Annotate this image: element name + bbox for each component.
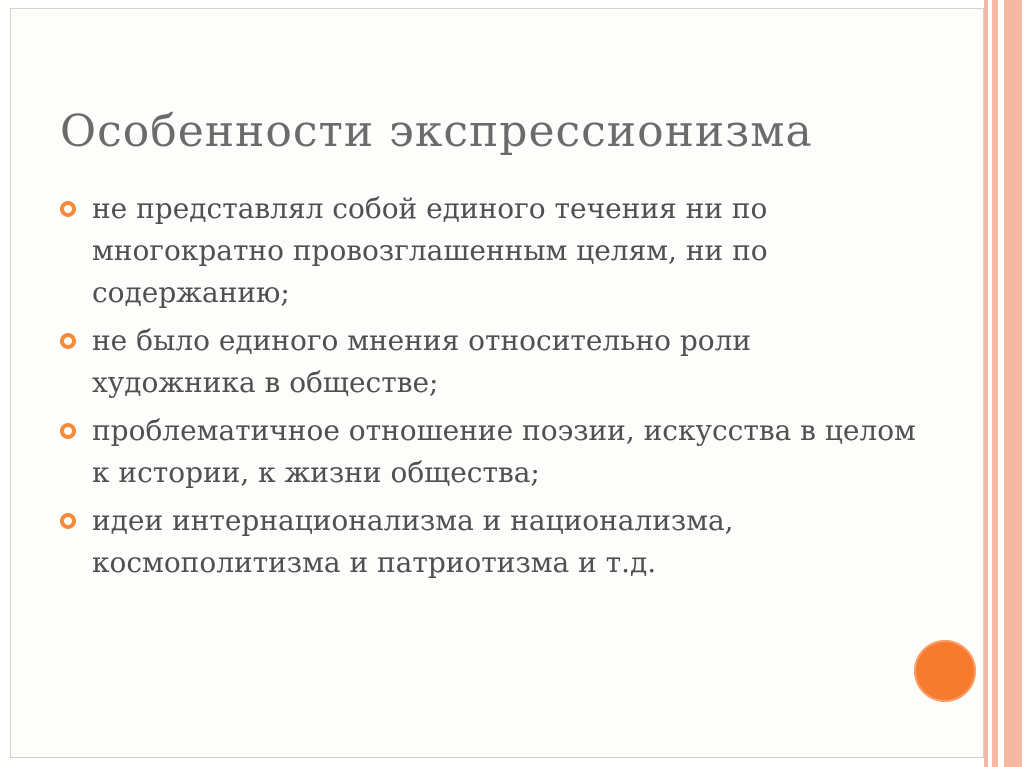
- ring-bullet-icon: [60, 333, 76, 349]
- bullet-text: не было единого мнения относительно роли художника в обществе;: [92, 324, 752, 399]
- bullet-item: [60, 410, 920, 494]
- stripe-thin: [984, 0, 988, 767]
- stripe-wide: [1004, 0, 1022, 767]
- decorative-stripes: [984, 0, 1024, 767]
- bullet-item: [60, 320, 920, 404]
- bullet-text: идеи интернационализма и национализма, космополитизма и патриотизма и т.д.: [92, 504, 734, 579]
- bullet-text: проблематичное отношение поэзии, искусства в целом к истории, к жизни общества;: [92, 414, 916, 489]
- ring-bullet-icon: [60, 201, 76, 217]
- stripe-medium: [992, 0, 998, 767]
- orange-circle-icon: [914, 640, 976, 702]
- bullet-item: [60, 188, 920, 314]
- bullet-item: [60, 500, 920, 584]
- bullet-list: [60, 188, 920, 590]
- ring-bullet-icon: [60, 513, 76, 529]
- ring-bullet-icon: [60, 423, 76, 439]
- bullet-text: не представлял собой единого течения ни по многократно провозглашенным целям, ни по содержанию;: [92, 192, 768, 309]
- slide-title: Особенности экспрессионизма: [60, 106, 813, 157]
